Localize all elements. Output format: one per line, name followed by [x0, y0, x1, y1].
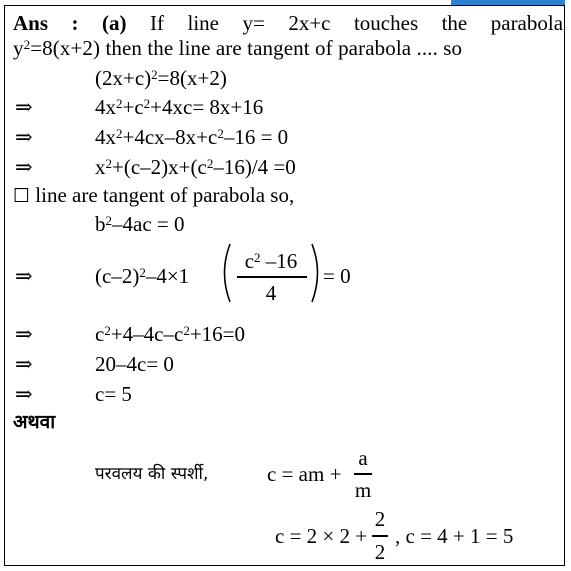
formula-fraction-bar	[354, 473, 372, 475]
intro-sup: 2	[23, 37, 31, 52]
intro-text-1: If line y= 2x+c touches the parabola	[150, 11, 564, 35]
calc-fraction-bar	[372, 535, 388, 537]
fraction-numerator: $c^2$ –16	[244, 249, 298, 273]
formula-denominator: m	[354, 478, 372, 502]
step-10: c= 5	[95, 382, 132, 406]
intro-y: y	[13, 36, 24, 60]
formula-numerator: a	[358, 446, 368, 470]
step-4: $x^2+(c-2)x+(c^2-16)/4 =0$	[95, 155, 296, 179]
calc-numerator: 2	[374, 507, 386, 531]
step-3: $4x^2+4cx-8x+c^2-16 = 0$	[95, 125, 289, 149]
implies-arrow: ⇒	[15, 352, 33, 376]
answer-box	[4, 5, 565, 566]
tangent-label: परवलय की स्पर्शी,	[95, 464, 209, 484]
implies-arrow: ⇒	[15, 382, 33, 406]
step-7-right: = 0	[323, 264, 351, 288]
missing-glyph-box: ☐	[13, 185, 31, 207]
step-6: $b^2-4ac = 0$	[95, 212, 185, 236]
implies-arrow: ⇒	[15, 95, 33, 119]
intro-line-1	[13, 11, 563, 35]
implies-arrow: ⇒	[15, 155, 33, 179]
step-2: $4x^2+c^2+4xc= 8x+16$	[95, 95, 264, 119]
implies-arrow: ⇒	[15, 125, 33, 149]
intro-text-2: =8(x+2) then the line are tangent of parabola .... so	[30, 36, 463, 60]
step-8: $c^2+4-4c-c^2+16=0$	[95, 322, 246, 346]
alternate-heading: अथवा	[13, 411, 56, 433]
fraction-denominator: 4	[265, 281, 277, 305]
calc-lhs: c = 2 × 2 +	[275, 524, 368, 548]
calc-rhs: , c = 4 + 1 = 5	[395, 524, 514, 548]
ans-colon: :	[71, 11, 79, 35]
fraction-bar	[237, 276, 307, 278]
step-5: ☐ line are tangent of parabola so,	[13, 183, 295, 207]
ans-label: Ans	[13, 11, 49, 35]
implies-arrow: ⇒	[15, 264, 33, 288]
implies-arrow: ⇒	[15, 322, 33, 346]
step-7-left: $(c-2)^2-4\times 1$	[95, 264, 190, 288]
option-label: (a)	[102, 11, 127, 35]
formula-lhs: c = am +	[267, 462, 342, 486]
intro-line-2	[13, 36, 462, 60]
calc-denominator: 2	[374, 540, 386, 564]
step-9: 20–4c= 0	[95, 352, 174, 376]
step-1: $(2x+c)^2=8(x+2)$	[95, 66, 227, 90]
